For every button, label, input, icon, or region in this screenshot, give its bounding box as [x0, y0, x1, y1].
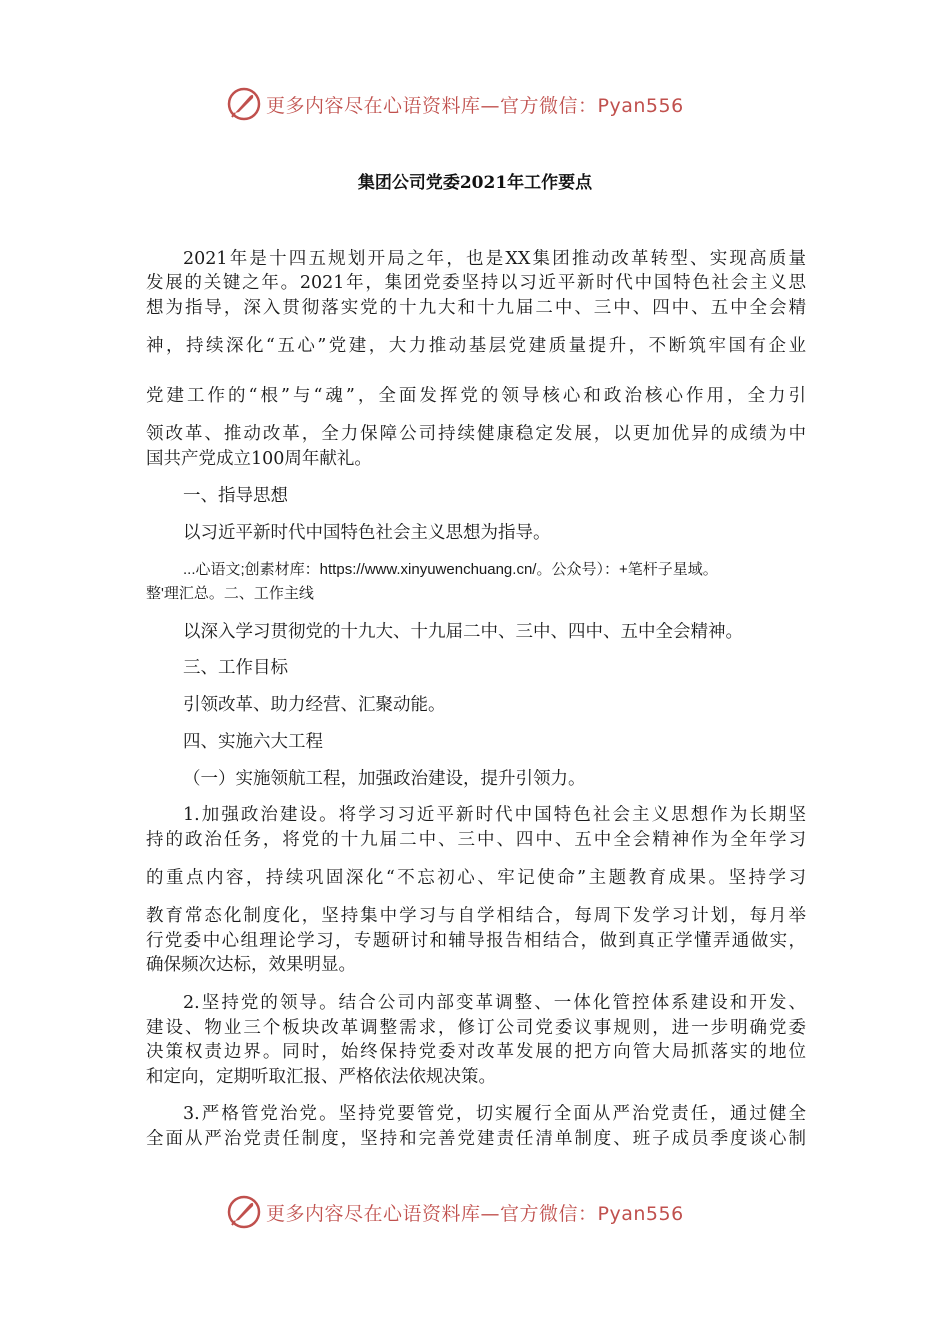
paragraph-line: 党建工作的“根”与“魂”，全面发挥党的领导核心和政治核心作用，全力引: [146, 386, 806, 406]
subsection-heading: （一）实施领航工程，加强政治建设，提升引领力。: [183, 769, 586, 789]
paragraph-line: 确保频次达标，效果明显。: [146, 955, 356, 975]
footer-watermark: [226, 1192, 746, 1232]
paragraph-line: 以深入学习贯彻党的十九大、十九届二中、三中、四中、五中全会精神。: [183, 622, 743, 642]
section-heading: 一、指导思想: [183, 486, 288, 506]
watermark-text: 更多内容尽在心语资料库—官方微信：Pyan556: [266, 94, 684, 117]
paragraph-line: 神，持续深化“五心”党建，大力推动基层党建质量提升，不断筑牢国有企业: [146, 336, 806, 356]
paragraph-line: 的重点内容，持续巩固深化“不忘初心、牢记使命”主题教育成果。坚持学习: [146, 868, 806, 888]
paragraph-line: 全面从严治党责任制度，坚持和完善党建责任清单制度、班子成员季度谈心制: [146, 1129, 806, 1149]
paragraph-line: 决策权责边界。同时，始终保持党委对改革发展的把方向管大局抓落实的地位: [146, 1042, 806, 1062]
paragraph-line: 行党委中心组理论学习，专题研讨和辅导报告相结合，做到真正学懂弄通做实，: [146, 931, 806, 951]
paragraph-line: 想为指导，深入贯彻落实党的十九大和十九届二中、三中、四中、五中全会精: [146, 298, 806, 318]
quill-logo-icon: [226, 86, 262, 122]
paragraph-line: 领改革、推动改革，全力保障公司持续健康稳定发展，以更加优异的成绩为中: [146, 424, 806, 444]
paragraph-line: 建设、物业三个板块改革调整需求，修订公司党委议事规则，进一步明确党委: [146, 1018, 806, 1038]
paragraph-line: 2021年是十四五规划开局之年，也是XX集团推动改革转型、实现高质量: [183, 249, 806, 269]
section-heading: 三、工作目标: [183, 658, 288, 678]
paragraph-line: 2.坚持党的领导。结合公司内部变革调整、一体化管控体系建设和开发、: [183, 993, 806, 1013]
paragraph-line: 和定向，定期听取汇报、严格依法依规决策。: [146, 1067, 496, 1087]
paragraph-line: 发展的关键之年。2021年，集团党委坚持以习近平新时代中国特色社会主义思: [146, 273, 806, 293]
paragraph-line: 国共产党成立100周年献礼。: [146, 449, 372, 469]
paragraph-line: 教育常态化制度化，坚持集中学习与自学相结合，每周下发学习计划，每月举: [146, 906, 806, 926]
paragraph-line: 以习近平新时代中国特色社会主义思想为指导。: [183, 523, 551, 543]
paragraph-line: 引领改革、助力经营、汇聚动能。: [183, 695, 446, 715]
header-watermark: [226, 84, 746, 124]
paragraph-line: 持的政治任务，将党的十九届二中、三中、四中、五中全会精神作为全年学习: [146, 830, 806, 850]
paragraph-line: 3.严格管党治党。坚持党要管党，切实履行全面从严治党责任，通过健全: [183, 1104, 806, 1124]
source-note-line: 整'理汇总。二、工作主线: [146, 585, 314, 602]
source-note-line: ...心语文;创素材库：https://www.xinyuwenchuang.cn/。公众号）：+笔杆子星域。: [183, 561, 718, 578]
paragraph-line: 1.加强政治建设。将学习习近平新时代中国特色社会主义思想作为长期坚: [183, 805, 806, 825]
quill-logo-icon: [226, 1194, 262, 1230]
section-heading: 四、实施六大工程: [183, 732, 323, 752]
watermark-text: 更多内容尽在心语资料库—官方微信：Pyan556: [266, 1202, 684, 1225]
document-title: 集团公司党委2021年工作要点: [357, 173, 593, 193]
